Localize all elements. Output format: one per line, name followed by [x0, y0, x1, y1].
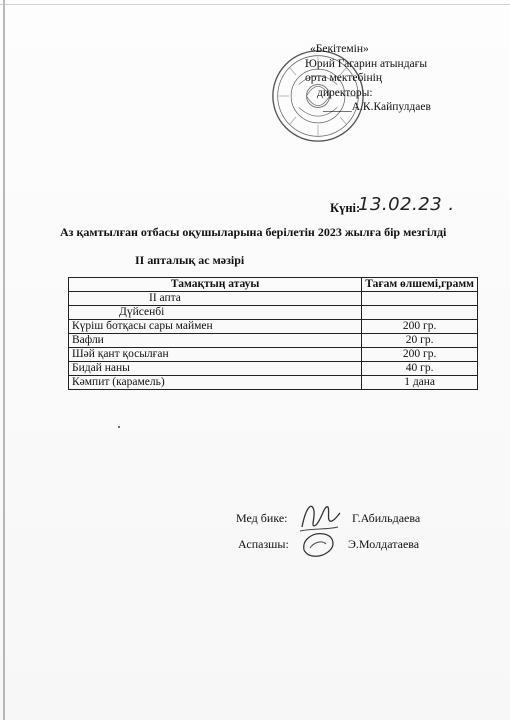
page-left-edge: [3, 0, 5, 720]
date-label: Күні:: [330, 201, 361, 215]
day-label: Дүйсенбі: [69, 306, 362, 320]
nurse-label: Мед бике:: [236, 511, 288, 525]
dish-amount: 200 гр.: [362, 320, 478, 334]
date-value-handwritten: 13.02.23 .: [358, 194, 455, 215]
page-top-edge: [0, 4, 510, 5]
day-empty-cell: [362, 306, 478, 320]
cook-label: Аспазшы:: [238, 537, 289, 551]
dish-name: Шәй қант қосылған: [69, 348, 362, 362]
week-empty-cell: [362, 292, 478, 306]
table-header-row: [69, 278, 478, 292]
approval-position: директоры:: [317, 86, 373, 99]
day-row: [69, 306, 478, 320]
table-row: [69, 320, 478, 334]
cook-name: Э.Молдатаева: [348, 537, 420, 551]
week-row: [69, 292, 478, 306]
dish-amount: 40 гр.: [362, 362, 478, 376]
dish-name: Вафли: [69, 334, 362, 348]
date-row: [330, 194, 480, 220]
table-row: [69, 334, 478, 348]
dish-amount: 200 гр.: [362, 348, 478, 362]
nurse-name: Г.Абильдаева: [352, 511, 421, 525]
dish-name: Кәмпит (карамель): [69, 376, 362, 390]
paper-speck: [118, 426, 120, 428]
dish-amount: 20 гр.: [362, 334, 478, 348]
approval-heading: «Бекітемін»: [310, 43, 369, 55]
dish-name: Бидай наны: [69, 362, 362, 376]
dish-name: Күріш ботқасы сары маймен: [69, 320, 362, 334]
table-row: [69, 362, 478, 376]
menu-table: [68, 277, 478, 390]
table-row: [69, 376, 478, 390]
document-title: Аз қамтылған отбасы оқушыларына берілетін 2023 жылға бір мезгілді: [60, 225, 447, 239]
approval-school-type: орта мектебінің: [305, 72, 382, 84]
cook-signature-icon: [296, 528, 340, 562]
dish-amount: 1 дана: [362, 376, 478, 390]
week-label: ІІ апта: [69, 292, 362, 306]
header-portion-size: Тағам өлшемі,грамм: [362, 278, 478, 292]
table-row: [69, 348, 478, 362]
header-dish-name: Тамақтың атауы: [69, 278, 362, 292]
approval-block: [305, 42, 495, 115]
approval-director-name: _____А.К.Кайпулдаев: [323, 101, 431, 113]
approval-school-name: Юрий Гагарин атындағы: [305, 57, 428, 70]
document-subtitle: ІІ апталық ас мәзірі: [135, 253, 245, 267]
